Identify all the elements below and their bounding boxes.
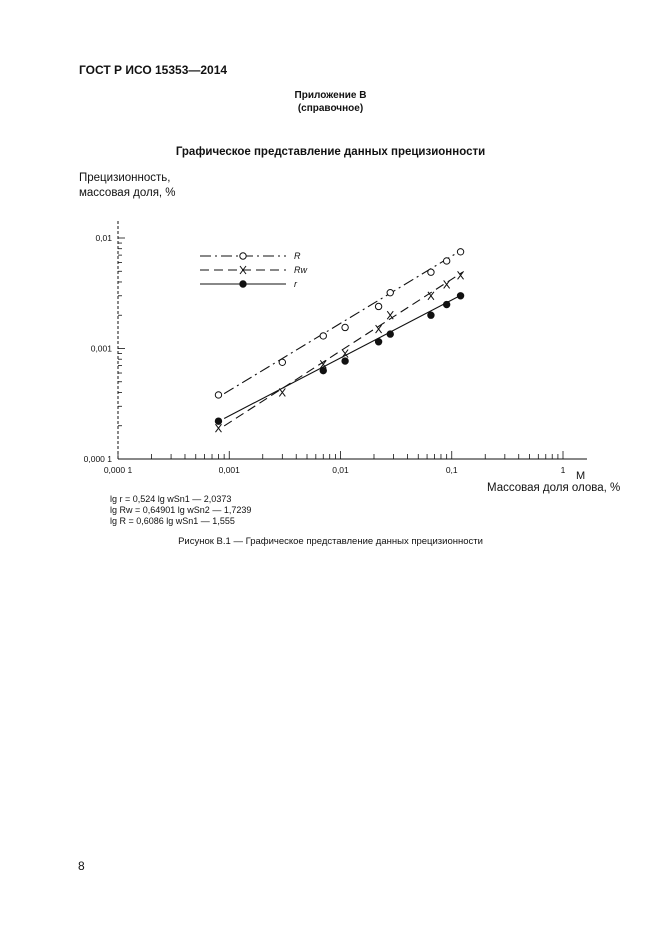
legend-label-r: r xyxy=(294,279,297,289)
data-point-r xyxy=(375,303,381,309)
chart-legend xyxy=(200,251,307,289)
data-point-r xyxy=(428,312,434,318)
x-tick-label: 0,001 xyxy=(218,465,240,475)
equation-r: lg r = 0,524 lg wSn1 — 2,0373 xyxy=(110,494,232,504)
data-point-r xyxy=(443,258,449,264)
data-point-r xyxy=(375,339,381,345)
equation-R: lg R = 0,6086 lg wSn1 — 1,555 xyxy=(110,516,235,526)
y-axis-label-line2: массовая доля, % xyxy=(79,187,176,199)
data-point-r xyxy=(320,333,326,339)
chart-axes xyxy=(84,220,587,475)
data-point-rw xyxy=(458,271,464,279)
data-point-rw xyxy=(279,388,285,396)
annex-heading: Приложение В xyxy=(294,90,367,101)
legend-marker-r xyxy=(240,281,246,287)
legend-marker-r xyxy=(240,253,246,259)
data-point-rw xyxy=(342,350,348,358)
data-point-r xyxy=(387,289,393,295)
y-tick-label: 0,01 xyxy=(95,233,112,243)
data-point-r xyxy=(279,359,285,365)
data-point-rw xyxy=(387,311,393,319)
data-points xyxy=(215,249,463,433)
x-tick-label: 0,000 1 xyxy=(103,465,133,475)
regression-equations xyxy=(110,494,251,527)
equation-rw: lg Rw = 0,64901 lg wSn2 — 1,7239 xyxy=(110,505,252,515)
data-point-r xyxy=(457,293,463,299)
data-point-r xyxy=(320,367,326,373)
data-point-r xyxy=(443,301,449,307)
regression-lines xyxy=(224,250,462,426)
y-axis-label-line1: Прецизионность, xyxy=(79,172,171,184)
data-point-rw xyxy=(444,280,450,288)
data-point-r xyxy=(215,418,221,424)
data-point-r xyxy=(387,331,393,337)
section-title: Графическое представление данных прецизионности xyxy=(175,146,486,158)
data-point-r xyxy=(457,249,463,255)
y-tick-label: 0,001 xyxy=(90,343,112,354)
x-tick-label: 0,1 xyxy=(445,465,458,475)
page-number: 8 xyxy=(78,859,85,873)
legend-label-rw: Rw xyxy=(294,265,307,275)
data-point-rw xyxy=(215,424,221,432)
x-tick-label: 1 xyxy=(560,465,566,475)
data-point-r xyxy=(342,324,348,330)
x-axis-label: Массовая доля олова, % xyxy=(487,482,621,494)
annex-subheading: (справочное) xyxy=(297,103,364,114)
data-point-r xyxy=(428,269,434,275)
fit-line-r xyxy=(224,250,462,394)
x-tick-label: 0,01 xyxy=(332,465,349,475)
y-tick-label: 0,000 1 xyxy=(83,454,112,464)
fit-line-rw xyxy=(224,272,462,426)
data-point-r xyxy=(215,392,221,398)
data-point-r xyxy=(342,358,348,364)
x-axis-unit-mark: M xyxy=(576,470,586,482)
figure-caption: Рисунок В.1 — Графическое представление данных прецизионности xyxy=(178,536,483,547)
document-header: ГОСТ Р ИСО 15353—2014 xyxy=(79,63,228,77)
legend-label-r: R xyxy=(294,251,301,261)
